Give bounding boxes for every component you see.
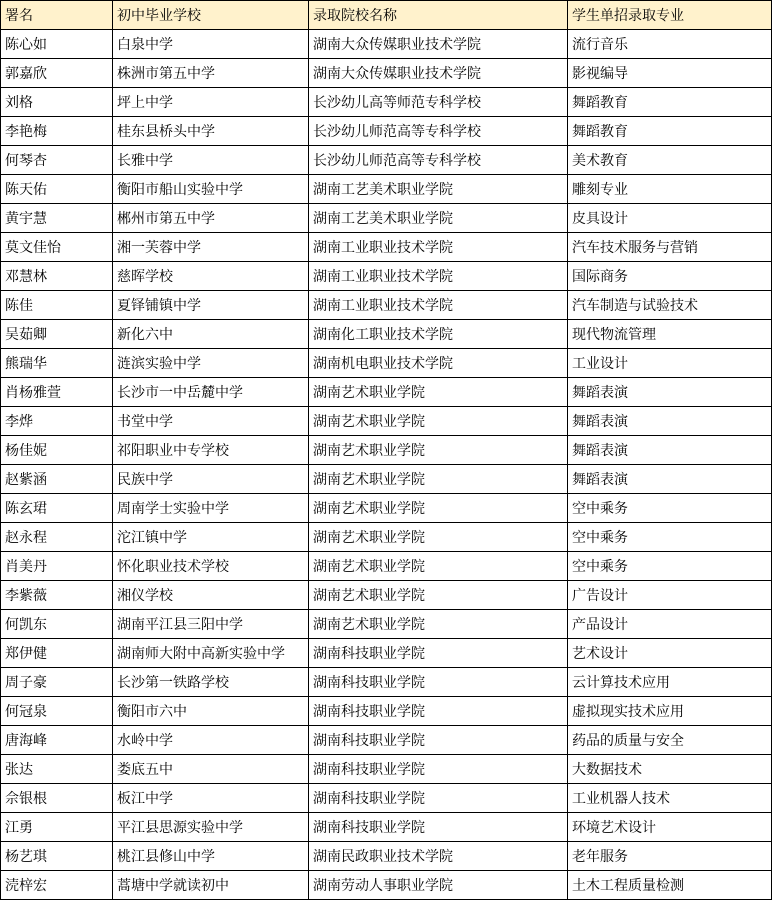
cell-middle-school: 坪上中学 bbox=[113, 88, 309, 117]
table-row bbox=[1, 552, 772, 581]
table-row bbox=[1, 755, 772, 784]
cell-major: 汽车技术服务与营销 bbox=[568, 233, 772, 262]
table-row bbox=[1, 378, 772, 407]
cell-middle-school: 桂东县桥头中学 bbox=[113, 117, 309, 146]
cell-middle-school: 祁阳职业中专学校 bbox=[113, 436, 309, 465]
cell-college: 湖南艺术职业学院 bbox=[309, 523, 568, 552]
table-row bbox=[1, 59, 772, 88]
table-row bbox=[1, 349, 772, 378]
cell-major: 汽车制造与试验技术 bbox=[568, 291, 772, 320]
cell-college: 湖南科技职业学院 bbox=[309, 755, 568, 784]
cell-name: 陈佳 bbox=[1, 291, 113, 320]
cell-name: 郑伊健 bbox=[1, 639, 113, 668]
cell-middle-school: 湘一芙蓉中学 bbox=[113, 233, 309, 262]
cell-middle-school: 桃江县修山中学 bbox=[113, 842, 309, 871]
table-row bbox=[1, 204, 772, 233]
cell-major: 雕刻专业 bbox=[568, 175, 772, 204]
cell-middle-school: 板江中学 bbox=[113, 784, 309, 813]
table-row bbox=[1, 233, 772, 262]
cell-major: 现代物流管理 bbox=[568, 320, 772, 349]
cell-middle-school: 蒿塘中学就读初中 bbox=[113, 871, 309, 900]
cell-college: 湖南科技职业学院 bbox=[309, 639, 568, 668]
cell-name: 熊瑞华 bbox=[1, 349, 113, 378]
cell-major: 云计算技术应用 bbox=[568, 668, 772, 697]
cell-major: 空中乘务 bbox=[568, 494, 772, 523]
table-row bbox=[1, 581, 772, 610]
cell-middle-school: 郴州市第五中学 bbox=[113, 204, 309, 233]
cell-major: 舞蹈表演 bbox=[568, 378, 772, 407]
table-row bbox=[1, 320, 772, 349]
cell-college: 湖南工业职业技术学院 bbox=[309, 262, 568, 291]
table-row bbox=[1, 639, 772, 668]
table-row bbox=[1, 407, 772, 436]
cell-name: 陈心如 bbox=[1, 30, 113, 59]
cell-college: 湖南工艺美术职业学院 bbox=[309, 175, 568, 204]
cell-name: 陈玄珺 bbox=[1, 494, 113, 523]
cell-college: 湖南民政职业技术学院 bbox=[309, 842, 568, 871]
cell-college: 湖南科技职业学院 bbox=[309, 726, 568, 755]
table-row bbox=[1, 436, 772, 465]
cell-major: 流行音乐 bbox=[568, 30, 772, 59]
cell-major: 皮具设计 bbox=[568, 204, 772, 233]
cell-college: 湖南工艺美术职业学院 bbox=[309, 204, 568, 233]
cell-middle-school: 书堂中学 bbox=[113, 407, 309, 436]
cell-major: 舞蹈教育 bbox=[568, 117, 772, 146]
header-middle-school: 初中毕业学校 bbox=[113, 1, 309, 30]
cell-major: 大数据技术 bbox=[568, 755, 772, 784]
cell-name: 刘格 bbox=[1, 88, 113, 117]
cell-name: 江勇 bbox=[1, 813, 113, 842]
cell-middle-school: 白泉中学 bbox=[113, 30, 309, 59]
cell-college: 湖南机电职业技术学院 bbox=[309, 349, 568, 378]
cell-middle-school: 湖南师大附中高新实验中学 bbox=[113, 639, 309, 668]
table-row bbox=[1, 494, 772, 523]
cell-college: 湖南艺术职业学院 bbox=[309, 552, 568, 581]
cell-major: 艺术设计 bbox=[568, 639, 772, 668]
cell-middle-school: 夏铎铺镇中学 bbox=[113, 291, 309, 320]
cell-major: 舞蹈教育 bbox=[568, 88, 772, 117]
table-row bbox=[1, 610, 772, 639]
cell-middle-school: 衡阳市六中 bbox=[113, 697, 309, 726]
cell-name: 涜梓宏 bbox=[1, 871, 113, 900]
cell-name: 吴茹卿 bbox=[1, 320, 113, 349]
cell-middle-school: 株洲市第五中学 bbox=[113, 59, 309, 88]
cell-middle-school: 沱江镇中学 bbox=[113, 523, 309, 552]
cell-major: 空中乘务 bbox=[568, 552, 772, 581]
table-row bbox=[1, 262, 772, 291]
table-row bbox=[1, 726, 772, 755]
cell-middle-school: 新化六中 bbox=[113, 320, 309, 349]
cell-middle-school: 怀化职业技术学校 bbox=[113, 552, 309, 581]
cell-name: 何冠泉 bbox=[1, 697, 113, 726]
cell-middle-school: 周南学士实验中学 bbox=[113, 494, 309, 523]
cell-major: 工业设计 bbox=[568, 349, 772, 378]
cell-middle-school: 长沙市一中岳麓中学 bbox=[113, 378, 309, 407]
cell-name: 唐海峰 bbox=[1, 726, 113, 755]
cell-middle-school: 湖南平江县三阳中学 bbox=[113, 610, 309, 639]
cell-college: 长沙幼儿高等师范专科学校 bbox=[309, 88, 568, 117]
cell-college: 湖南劳动人事职业学院 bbox=[309, 871, 568, 900]
cell-name: 赵紫涵 bbox=[1, 465, 113, 494]
cell-middle-school: 长雅中学 bbox=[113, 146, 309, 175]
cell-middle-school: 水岭中学 bbox=[113, 726, 309, 755]
cell-name: 何凯东 bbox=[1, 610, 113, 639]
table-row bbox=[1, 117, 772, 146]
cell-major: 药品的质量与安全 bbox=[568, 726, 772, 755]
cell-college: 湖南艺术职业学院 bbox=[309, 581, 568, 610]
cell-name: 黄宇慧 bbox=[1, 204, 113, 233]
cell-college: 湖南科技职业学院 bbox=[309, 813, 568, 842]
cell-middle-school: 民族中学 bbox=[113, 465, 309, 494]
cell-major: 老年服务 bbox=[568, 842, 772, 871]
cell-name: 周子豪 bbox=[1, 668, 113, 697]
table-row bbox=[1, 291, 772, 320]
cell-middle-school: 娄底五中 bbox=[113, 755, 309, 784]
table-row bbox=[1, 88, 772, 117]
table-row bbox=[1, 784, 772, 813]
cell-name: 李艳梅 bbox=[1, 117, 113, 146]
header-major: 学生单招录取专业 bbox=[568, 1, 772, 30]
cell-major: 虚拟现实技术应用 bbox=[568, 697, 772, 726]
cell-college: 湖南艺术职业学院 bbox=[309, 436, 568, 465]
cell-major: 广告设计 bbox=[568, 581, 772, 610]
table-body bbox=[1, 30, 772, 900]
cell-major: 产品设计 bbox=[568, 610, 772, 639]
table-row bbox=[1, 842, 772, 871]
cell-name: 莫文佳怡 bbox=[1, 233, 113, 262]
cell-college: 湖南艺术职业学院 bbox=[309, 465, 568, 494]
table-row bbox=[1, 871, 772, 900]
table-row bbox=[1, 175, 772, 204]
cell-college: 长沙幼儿师范高等专科学校 bbox=[309, 117, 568, 146]
table-row bbox=[1, 465, 772, 494]
cell-middle-school: 慈晖学校 bbox=[113, 262, 309, 291]
cell-major: 环境艺术设计 bbox=[568, 813, 772, 842]
cell-major: 舞蹈表演 bbox=[568, 436, 772, 465]
cell-middle-school: 湘仪学校 bbox=[113, 581, 309, 610]
cell-college: 湖南科技职业学院 bbox=[309, 668, 568, 697]
cell-major: 土木工程质量检测 bbox=[568, 871, 772, 900]
cell-college: 湖南艺术职业学院 bbox=[309, 378, 568, 407]
cell-middle-school: 长沙第一铁路学校 bbox=[113, 668, 309, 697]
cell-college: 湖南工业职业技术学院 bbox=[309, 291, 568, 320]
cell-college: 湖南工业职业技术学院 bbox=[309, 233, 568, 262]
cell-middle-school: 衡阳市船山实验中学 bbox=[113, 175, 309, 204]
cell-major: 影视编导 bbox=[568, 59, 772, 88]
cell-name: 何琴杏 bbox=[1, 146, 113, 175]
table-row bbox=[1, 813, 772, 842]
cell-college: 长沙幼儿师范高等专科学校 bbox=[309, 146, 568, 175]
cell-name: 肖美丹 bbox=[1, 552, 113, 581]
cell-name: 李烨 bbox=[1, 407, 113, 436]
table-row bbox=[1, 697, 772, 726]
cell-college: 湖南科技职业学院 bbox=[309, 784, 568, 813]
cell-name: 陈天佑 bbox=[1, 175, 113, 204]
cell-name: 肖杨雅萱 bbox=[1, 378, 113, 407]
header-row bbox=[1, 1, 772, 30]
table-row bbox=[1, 523, 772, 552]
cell-major: 空中乘务 bbox=[568, 523, 772, 552]
cell-major: 舞蹈表演 bbox=[568, 465, 772, 494]
cell-college: 湖南艺术职业学院 bbox=[309, 407, 568, 436]
cell-major: 国际商务 bbox=[568, 262, 772, 291]
cell-middle-school: 平江县思源实验中学 bbox=[113, 813, 309, 842]
cell-name: 邓慧林 bbox=[1, 262, 113, 291]
cell-major: 工业机器人技术 bbox=[568, 784, 772, 813]
cell-name: 杨佳妮 bbox=[1, 436, 113, 465]
header-name: 署名 bbox=[1, 1, 113, 30]
cell-name: 赵永程 bbox=[1, 523, 113, 552]
cell-college: 湖南大众传媒职业技术学院 bbox=[309, 59, 568, 88]
cell-name: 郭嘉欣 bbox=[1, 59, 113, 88]
table-row bbox=[1, 146, 772, 175]
cell-middle-school: 涟滨实验中学 bbox=[113, 349, 309, 378]
cell-college: 湖南化工职业技术学院 bbox=[309, 320, 568, 349]
table-row bbox=[1, 668, 772, 697]
cell-college: 湖南艺术职业学院 bbox=[309, 610, 568, 639]
cell-college: 湖南艺术职业学院 bbox=[309, 494, 568, 523]
cell-name: 张达 bbox=[1, 755, 113, 784]
header-college: 录取院校名称 bbox=[309, 1, 568, 30]
cell-name: 佘银根 bbox=[1, 784, 113, 813]
cell-college: 湖南科技职业学院 bbox=[309, 697, 568, 726]
cell-major: 美术教育 bbox=[568, 146, 772, 175]
cell-name: 杨艺琪 bbox=[1, 842, 113, 871]
cell-name: 李紫薇 bbox=[1, 581, 113, 610]
table-row bbox=[1, 30, 772, 59]
cell-major: 舞蹈表演 bbox=[568, 407, 772, 436]
cell-college: 湖南大众传媒职业技术学院 bbox=[309, 30, 568, 59]
